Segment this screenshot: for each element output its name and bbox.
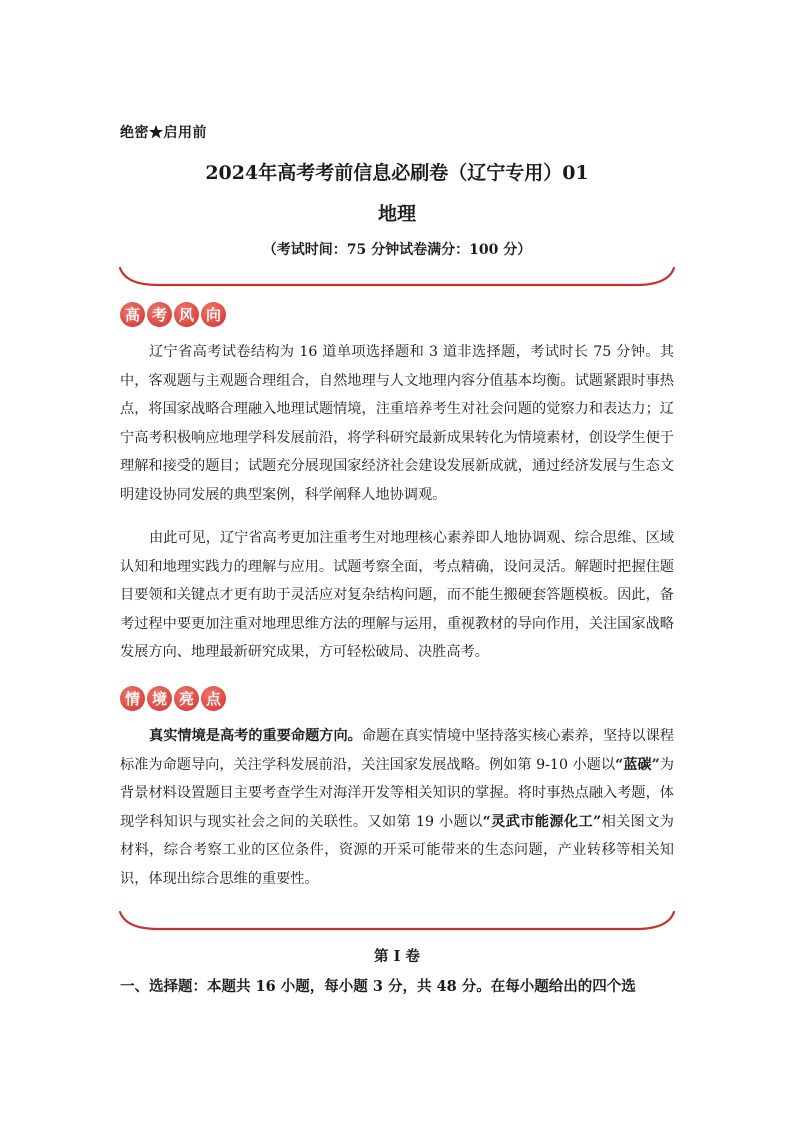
section-badge-qingjing (120, 686, 226, 711)
section-badge-gaokao (120, 302, 226, 327)
badge-char: 向 (201, 302, 226, 327)
badge-char: 情 (120, 686, 145, 711)
volume-label: 第 I 卷 (374, 948, 420, 965)
exam-info: （考试时间：75 分钟试卷满分：100 分） (262, 242, 532, 258)
section-title: 一、选择题：本题共 16 小题，每小题 3 分，共 48 分。在每小题给出的四个选 (120, 978, 636, 995)
highlight-lead: 真实情境是高考的重要命题方向。 (149, 728, 362, 744)
intro-paragraph-2: 由此可见，辽宁省高考更加注重考生对地理核心素养即人地协调观、综合思维、区域认知和地理实践力的理解与应用。试题考察全面，考点精确，设问灵活。解题时把握住题目要领和关键点才更有助于灵活应对复杂结构问题，而不能生搬硬套答题模板。因此，备考过程中要更加注重对地理思维方法的理解与运用，重视教材的导向作用，关注国家战略发展方向、地理最新研究成果，方可轻松破局、决胜高考。 (120, 530, 674, 661)
bottom-divider (118, 910, 676, 932)
divider-curve-icon (118, 910, 676, 932)
secret-label: 绝密★启用前 (120, 125, 207, 141)
exam-title: 2024年高考考前信息必刷卷（辽宁专用）01 (205, 162, 589, 184)
highlight-text-3: 相关图文为材料，综合考察工业的区位条件，资源的开采可能带来的生态问题，产业转移等相关知识，体现出综合思维的重要性。 (120, 813, 674, 887)
highlight-bold-2: “灵武市能源化工” (482, 813, 602, 830)
badge-char: 风 (174, 302, 199, 327)
highlight-paragraph (120, 722, 674, 894)
highlight-bold-1: “蓝碳” (615, 756, 660, 773)
badge-char: 高 (120, 302, 145, 327)
intro-paragraph-1: 辽宁省高考试卷结构为 16 道单项选择题和 3 道非选择题，考试时长 75 分钟。其中，客观题与主观题合理组合，自然地理与人文地理内容分值基本均衡。试题紧跟时事热点，将国家战略合理融入地理试题情境，注重培养考生对社会问题的觉察力和表达力；辽宁高考积极响应地理学科发展前沿，将学科研究最新成果转化为情境素材，创设学生便于理解和接受的题目；试题充分展现国家经济社会建设发展新成就，通过经济发展与生态文明建设协同发展的典型案例，科学阐释人地协调观。 (120, 344, 674, 503)
badge-char: 亮 (174, 686, 199, 711)
badge-char: 点 (201, 686, 226, 711)
top-divider (118, 266, 676, 288)
highlight-text-2: 为背景材料设置题目主要考查学生对海洋开发等相关知识的掌握。将时事热点融入考题，体现学科知识与现实社会之间的关联性。又如第 19 小题以 (120, 756, 674, 830)
highlight-text-1: 命题在真实情境中坚持落实核心素养，坚持以课程标准为命题导向，关注学科发展前沿，关注国家发展战略。例如第 9-10 小题以 (120, 728, 674, 773)
subject-title: 地理 (377, 203, 416, 225)
badge-char: 境 (147, 686, 172, 711)
divider-curve-icon (118, 266, 676, 288)
badge-char: 考 (147, 302, 172, 327)
